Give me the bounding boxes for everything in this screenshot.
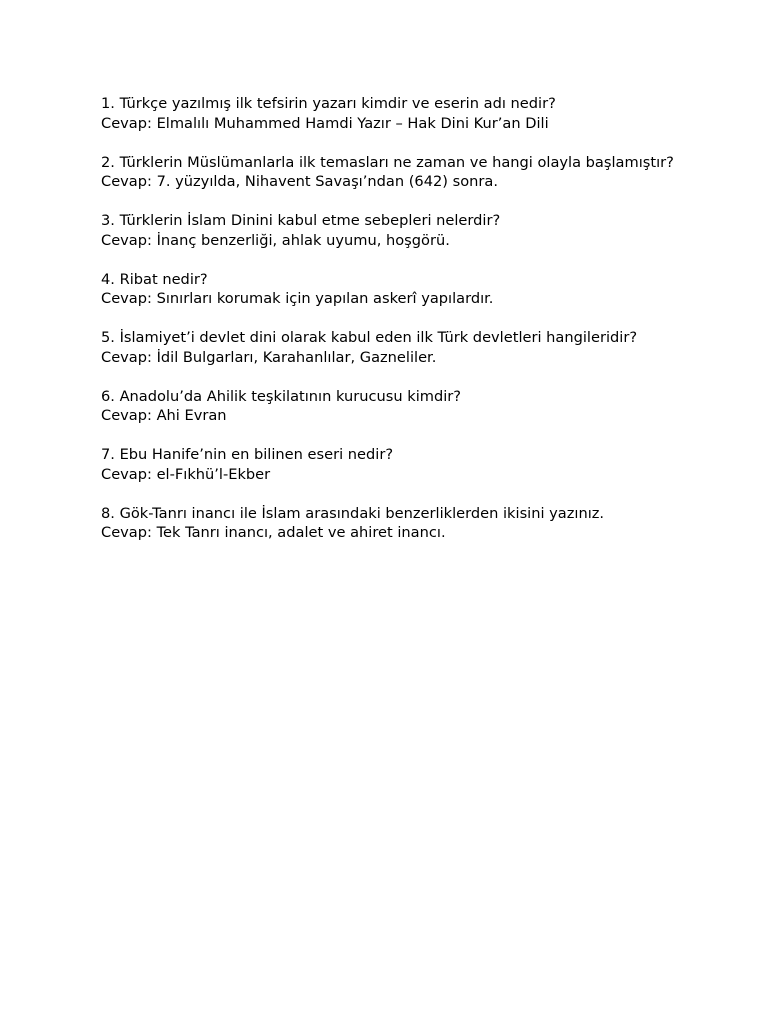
question-text: 1. Türkçe yazılmış ilk tefsirin yazarı kimdir ve eserin adı nedir? [101,95,556,112]
qa-item-5 [101,328,681,367]
question-text: 4. Ribat nedir? [101,270,208,288]
answer-text: Cevap: el-Fıkhü’l-Ekber [101,465,271,483]
answer-text: Cevap: 7. yüzyılda, Nihavent Savaşı’ndan (642) sonra. [101,173,498,190]
answer-text: Cevap: Sınırları korumak için yapılan askerî yapılardır. [101,290,494,307]
answer-text: Cevap: Ahi Evran [101,407,227,424]
qa-list [101,94,681,562]
question-text: 3. Türklerin İslam Dinini kabul etme sebepleri nelerdir? [101,212,501,229]
answer-text: Cevap: Tek Tanrı inancı, adalet ve ahiret inancı. [101,524,446,541]
qa-item-3 [101,211,681,250]
qa-item-7 [101,445,681,484]
question-text: 2. Türklerin Müslümanlarla ilk temasları ne zaman ve hangi olayla başlamıştır? [101,153,674,171]
answer-text: Cevap: Elmalılı Muhammed Hamdi Yazır – Hak Dini Kur’an Dili [101,114,549,132]
qa-item-1 [101,94,681,133]
question-text: 6. Anadolu’da Ahilik teşkilatının kurucusu kimdir? [101,387,462,405]
qa-item-8 [101,504,681,543]
question-text: 7. Ebu Hanife’nin en bilinen eseri nedir? [101,446,394,463]
question-text: 8. Gök-Tanrı inancı ile İslam arasındaki benzerliklerden ikisini yazınız. [101,504,605,522]
answer-text: Cevap: İdil Bulgarları, Karahanlılar, Gazneliler. [101,348,437,366]
question-text: 5. İslamiyet’i devlet dini olarak kabul eden ilk Türk devletleri hangileridir? [101,329,638,346]
answer-text: Cevap: İnanç benzerliği, ahlak uyumu, hoşgörü. [101,231,450,249]
qa-item-6 [101,387,681,426]
qa-item-4 [101,270,681,309]
qa-item-2 [101,153,681,192]
